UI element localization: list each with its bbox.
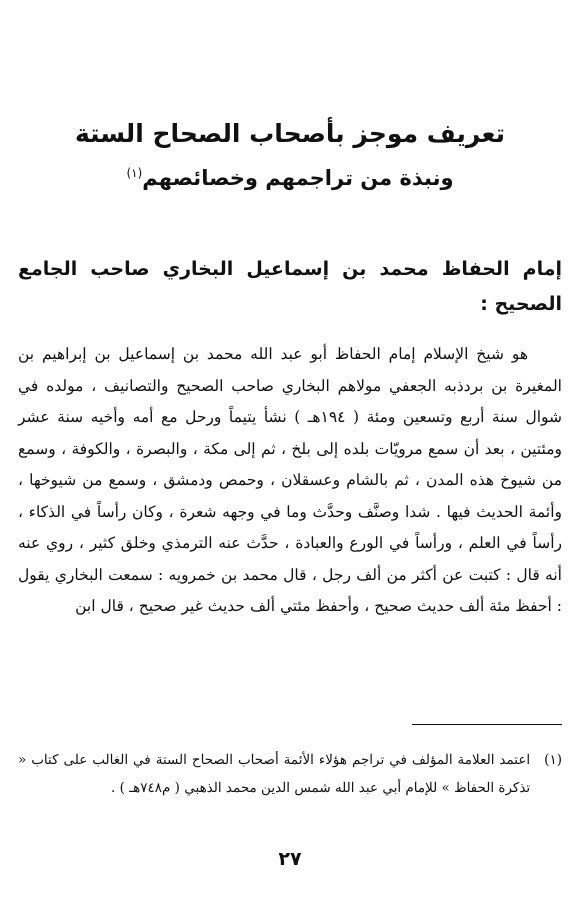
- page-number: ٢٧: [278, 848, 302, 870]
- chapter-title: [40, 116, 540, 195]
- footnote-separator: [412, 724, 562, 725]
- section-heading: إمام الحفاظ محمد بن إسماعيل البخاري صاحب الجامع الصحيح :: [18, 258, 562, 315]
- chapter-title-line-2-text: ونبذة من تراجمهم وخصائصهم: [142, 166, 454, 190]
- body-paragraph: هو شيخ الإسلام إمام الحفاظ أبو عبد الله محمد بن إسماعيل بن إبراهيم بن المغيرة بن بردذبه الجعفي مولاهم البخاري صاحب الصحيح والتصانيف ، مولده في شوال سنة أربع وتسعين ومئة ( ١٩٤هـ ) نشأ يتيماً ورحل مع أمه وأخيه سنة عشر ومئتين ، بعد أن سمع مرويّات بلده إلى بلخ ، ثم إلى مكة ، والبصرة ، والكوفة ، وسمع من شيوخ هذه المدن ، ثم بالشام وعسقلان ، وحمص ودمشق ، وسمع من شيوخها ، وأئمة الحديث فيها . شدا وصنَّف وحدَّث وما في وجهه شعرة ، وكان رأساً في الذكاء ، رأساً في العلم ، ورأساً في الورع والعبادة ، حدَّث عنه الترمذي وخلق كثير ، روي عنه أنه قال : كتبت عن أكثر من ألف رجل ، قال محمد بن خمرويه : سمعت البخاري يقول : أحفظ مئة ألف حديث صحيح ، وأحفظ مئتي ألف حديث غير صحيح ، قال ابن: [18, 345, 563, 615]
- footnote-text: اعتمد العلامة المؤلف في تراجم هؤلاء الأئمة أصحاب الصحاح الستة في الغالب على كتاب « تذكرة الحفاظ » للإمام أبي عبد الله شمس الدين محمد الذهبي ( م٧٤٨هـ ) .: [18, 752, 531, 796]
- footnote-number: (١): [544, 752, 562, 768]
- footnote: [18, 746, 562, 802]
- chapter-title-line-1: تعريف موجز بأصحاب الصحاح الستة: [75, 119, 505, 148]
- chapter-title-line-2: [40, 156, 540, 195]
- footnote-reference: (١): [126, 166, 143, 180]
